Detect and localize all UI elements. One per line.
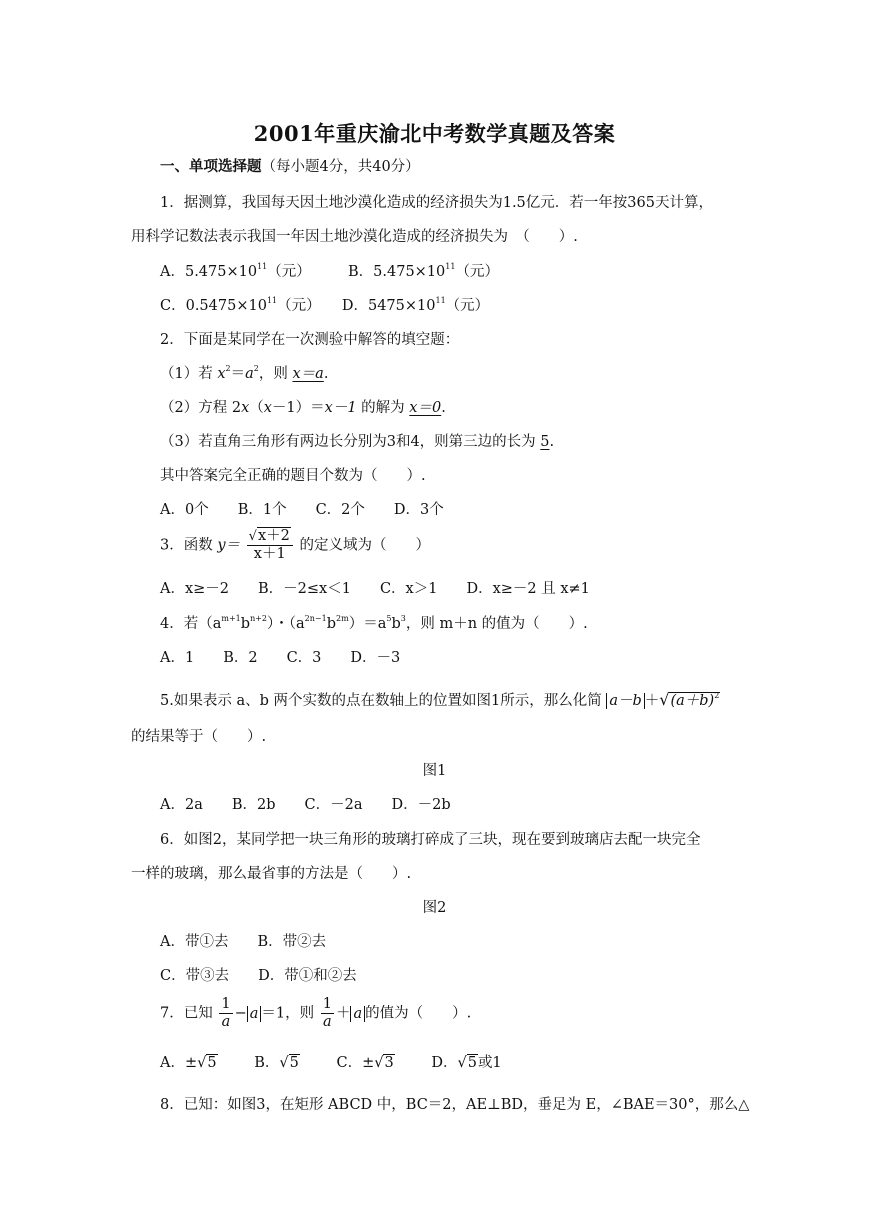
q8-line1: 8．已知：如图3，在矩形 ABCD 中，BC＝2，AE⊥BD，垂足为 E，∠BAE＝30°，那么△ (160, 1097, 750, 1113)
q7-fraction-1: $\frac{1}{a}$ (221, 996, 231, 1030)
q3-options: A．x≥－2 B．－2≤x＜1 C．x＞1 D．x≥－2 且 x≠1 (160, 581, 590, 597)
q5-root: $(a+b)^2$ (670, 691, 720, 709)
q6-line2: 一样的玻璃，那么最省事的方法是（ ）. (131, 866, 412, 882)
q6-options-row1: A．带①去 B．带②去 (160, 934, 327, 950)
section-heading (160, 157, 420, 177)
q6-line1: 6．如图2，某同学把一块三角形的玻璃打碎成了三块，现在要到玻璃店去配一块完全 (160, 832, 701, 848)
q4-line: 4．若$(a^{m+1}b^{n+2})$・$(a^{2n-1}b^{2m})=a^5b^3$，则 m＋n 的值为（ ）. (160, 614, 588, 632)
q4-options: A．1 B．2 C．3 D．－3 (160, 650, 401, 666)
q2-part1: （1）若 $x^2=a^2$，则 x＝a. (160, 364, 329, 382)
q7-fraction-2: $\frac{1}{a}$ (322, 996, 332, 1030)
figure-2-caption: 图2 (422, 900, 447, 916)
q3-fraction: $\frac{√x+2}{x+1}$ (247, 528, 293, 563)
q5-line2: 的结果等于（ ）. (131, 729, 267, 745)
q1-option-d: D．$5475\times 10^{11}$（元） (341, 296, 490, 314)
q2-part2-answer: x＝0 (409, 400, 442, 416)
q6-options-row2: C．带③去 D．带①和②去 (160, 968, 357, 984)
q2-part1-answer: x＝a (292, 366, 324, 382)
section-note: （每小题4分，共40分） (261, 159, 420, 175)
q2-options: A．0个 B．1个 C．2个 D．3个 (160, 502, 444, 518)
q7-options (160, 1053, 502, 1073)
q5-abs: a－b (606, 693, 644, 709)
q7-option-c: C．±√3 (336, 1055, 394, 1071)
q1-option-b: B．$5.475\times 10^{11}$（元） (348, 262, 499, 280)
page-title: 2001年重庆渝北中考数学真题及答案 (253, 121, 616, 146)
q5-options: A．2a B．2b C．－2a D．－2b (160, 797, 451, 813)
q7-option-a: A．±√5 (160, 1055, 217, 1071)
q3-line: 3．函数 y＝ $\frac{√x+2}{x+1}$ 的定义域为（ ） (160, 528, 430, 562)
q2-part2: （2）方程 2x（x－1）＝x－1 的解为 x＝0. (160, 400, 446, 416)
q5-line1: 5.如果表示 a、b 两个实数的点在数轴上的位置如图1所示，那么化简 $a-b +√(a+b)^2$ (160, 690, 720, 709)
q1-options-row2 (160, 296, 489, 316)
q1-option-c: C．$0.5475\times 10^{11}$（元） (160, 296, 321, 314)
figure-1-caption: 图1 (422, 763, 447, 779)
q7-option-b: B．√5 (254, 1055, 299, 1071)
q7-option-d: D．√5或1 (431, 1055, 502, 1071)
q2-line1: 2．下面是某同学在一次测验中解答的填空题： (160, 332, 460, 348)
q2-part3-answer: 5 (540, 434, 550, 450)
q2-part3: （3）若直角三角形有两边长分别为3和4，则第三边的长为 5. (160, 434, 555, 450)
section-title: 一、单项选择题 (160, 158, 262, 175)
q2-question: 其中答案完全正确的题目个数为（ ）. (160, 468, 426, 484)
q7-line: 7．已知 $\frac{1}{a}$ − a ＝1，则 $\frac{1}{a}$ ＋ a 的值为（ ）. (160, 996, 472, 1030)
q1-line1: 1．据测算，我国每天因土地沙漠化造成的经济损失为1.5亿元．若一年按365天计算， (160, 195, 713, 211)
q1-option-a: A．$5.475\times 10^{11}$（元） (160, 262, 311, 280)
q1-line2: 用科学记数法表示我国一年因土地沙漠化造成的经济损失为 （ ）. (131, 229, 578, 245)
q1-options-row1 (160, 262, 499, 282)
